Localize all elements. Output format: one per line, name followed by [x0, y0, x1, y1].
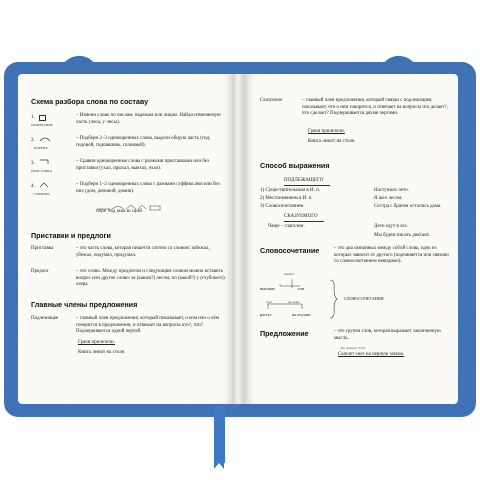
phrases-label: СЛОВОСОЧЕТАНИЯ [344, 296, 384, 301]
item-text: – Сравни однокоренные слова с разными приставками или без приставки (ухал, прыхал, выехал, ехал). [76, 159, 210, 171]
item-text: – Измени слово по числам, падежам или лицам. Найди изменяемую часть (лиса, у лисы). [76, 113, 221, 125]
expression-row: 1) Существительным в И. п. [260, 188, 321, 193]
phrase-title: Словосочетание [260, 246, 320, 255]
diagram-question: каких? [284, 272, 295, 276]
subject-definition: – главный член предложения, который показывает, о ком или о чём говорится в предложении, и отвечает на вопросы кто?, что? Подчеркивается одной чертой. [76, 316, 219, 335]
expression-row: 3) Словосочетанием. [260, 204, 305, 209]
sentence-title: Предложение [260, 329, 309, 338]
bookmark-ribbon[interactable] [214, 405, 225, 463]
item-number: 1. [31, 115, 35, 120]
item-text: – Подбери 1–2 однокоренных слова с разными суффиксами или без них (дом, домовой, домик). [76, 182, 220, 194]
sentence-questions: что делает? что? [340, 346, 366, 350]
item-text: – Подбери 2–3 однокоренных слова, выдели общую часть (гид, гидовой, гидовшины, головаый). [76, 136, 211, 148]
item-number: 2. [31, 138, 35, 143]
prefix-icon [39, 159, 49, 165]
prefix-label: ПРИСТАВКА [31, 169, 53, 173]
diagram-word: высокие [260, 286, 275, 291]
expression-example: Дети едут в лес. [374, 224, 409, 229]
subject-term: Подлежащее [31, 316, 59, 321]
item-number: 3. [31, 161, 35, 166]
diagram-question: на чем? [288, 300, 300, 304]
sentence-definition: – это группа слов, которая выражает законченную мысль. [334, 329, 441, 341]
expression-example: Я шел лесом. [374, 196, 403, 201]
predicate-term: Сказуемое [260, 98, 283, 103]
diagram-question: где? [266, 300, 273, 304]
prefix-term: Приставка [31, 246, 54, 251]
subject-header: ПОДЛЕЖАЩЕГО [284, 178, 324, 183]
suffix-label: СУФФИКС [33, 192, 51, 196]
predicate-definition: – главный член предложения, который связан с подлежащим, показывает, что о нем говорится, и отвечает на вопросы что делает?, что сделает? Подчеркивается двумя чертами. [302, 98, 448, 117]
prefixes-prepositions-title: Приставки и предлоги [31, 231, 111, 240]
expression-row: Чаще – глаголом. [268, 224, 305, 229]
header-underline [284, 221, 324, 222]
expression-row: 2) Местоимением в И. п. [260, 196, 313, 201]
expression-example: Сестра с братом остались дома. [374, 204, 442, 209]
example-word: пере сад ыва ю щий [96, 209, 143, 214]
example-sentence: Книга лежит на столе. [78, 350, 126, 355]
example-sentence: Книга лежит на столе. [308, 139, 356, 144]
main-members-title: Главные члены предложения [31, 300, 138, 309]
notebook-spine [233, 74, 244, 404]
parse-scheme-title: Схема разбора слова по составу [31, 97, 149, 106]
phrase-definition: – это два связанных между собой слова, одно из которых зависит от другого (подчиняется или связано со словосочетанием невидимо). [334, 246, 449, 265]
diagram-word: ели [298, 286, 305, 291]
expression-title: Способ выражения [260, 161, 330, 170]
morpheme-marks [96, 203, 166, 211]
expression-example: Мы будем писать диктант. [374, 233, 430, 238]
header-underline [284, 185, 330, 186]
ending-icon [39, 115, 46, 121]
root-label: КОРЕНЬ [34, 146, 48, 150]
expression-example: Наступило лето. [374, 188, 409, 193]
root-icon [39, 136, 51, 142]
prefix-definition: – это часть слова, которая пишется слитно со словом: забежал, убежал, подумал, придумал. [76, 246, 210, 258]
item-number: 4. [31, 184, 35, 189]
diagram-brace [328, 279, 338, 319]
diagram-word: растут [260, 312, 272, 317]
example-sentence: Грачи прилетели. [78, 340, 115, 345]
preposition-definition: – это слово. Между предлогом и следующим словом можно вставить вопрос или другое слово: за (каким?) лесом, по (какой?) у (глубокого) озера. [76, 269, 225, 288]
ending-label: ОКОНЧАНИЕ [31, 123, 54, 127]
diagram-word: на опушке [292, 312, 311, 317]
example-sentence: Грачи прилетели. [308, 129, 345, 134]
predicate-header: СКАЗУЕМОГО [284, 214, 318, 219]
sentence-example: Сыплет снег на черную землю. [338, 352, 405, 357]
suffix-icon [39, 182, 49, 188]
left-page [18, 74, 234, 404]
right-page [244, 74, 458, 404]
preposition-term: Предлог [31, 269, 49, 274]
